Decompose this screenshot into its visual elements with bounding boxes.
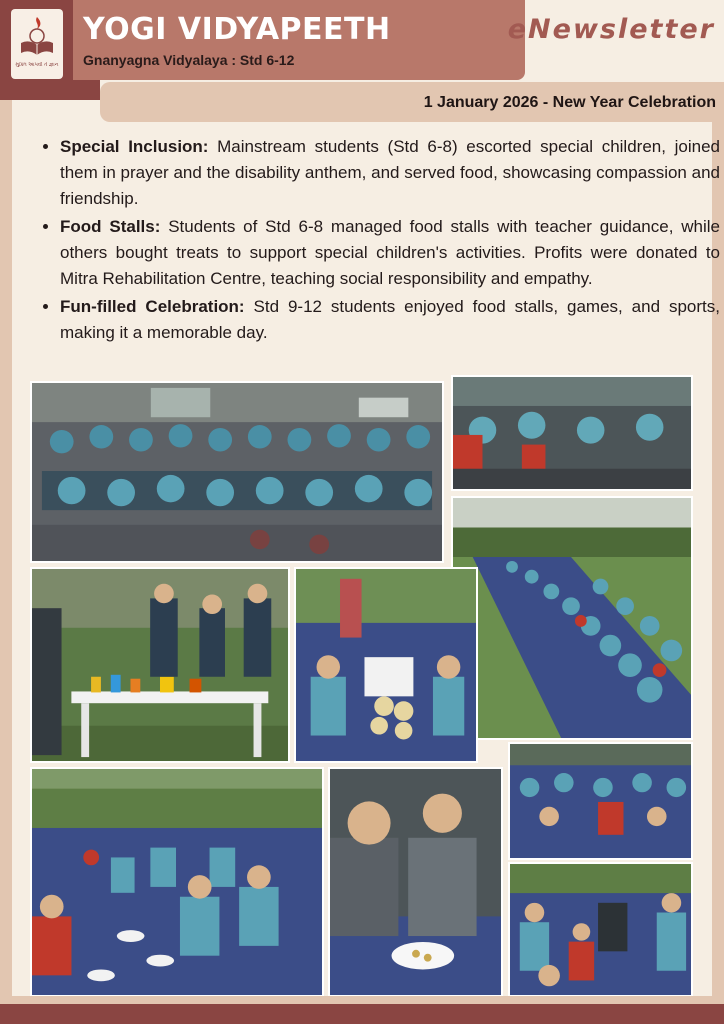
school-subtitle: Gnanyagna Vidyalaya : Std 6-12 bbox=[83, 52, 295, 68]
photo-students-group-hall bbox=[30, 381, 444, 563]
school-name: YOGI VIDYAPEETH bbox=[83, 12, 391, 47]
highlight-item bbox=[60, 294, 720, 346]
highlight-heading: Food Stalls: bbox=[60, 217, 161, 236]
title-bar bbox=[73, 0, 525, 80]
date-bar bbox=[100, 82, 724, 122]
photo-children-on-mat bbox=[30, 767, 324, 997]
highlights-list bbox=[38, 134, 720, 348]
photo-boys-eating-closeup bbox=[328, 767, 503, 997]
photo-food-stall-table bbox=[30, 567, 290, 763]
photo-lawn-rows-of-children bbox=[451, 496, 693, 740]
highlight-heading: Special Inclusion: bbox=[60, 137, 209, 156]
highlight-item bbox=[60, 214, 720, 292]
photo-children-rows-small bbox=[508, 742, 693, 860]
photo-special-children-seated bbox=[451, 375, 693, 491]
newsletter-label: eNewsletter bbox=[507, 14, 715, 45]
left-border-stripe bbox=[0, 100, 12, 1010]
event-date-title: 1 January 2026 - New Year Celebration bbox=[423, 94, 716, 111]
photo-children-food-plates bbox=[294, 567, 478, 763]
footer-bar bbox=[0, 1004, 724, 1024]
open-book-flame-icon bbox=[17, 13, 57, 61]
highlight-text: Std 9-12 students enjoyed food stalls, games, and sports, making it a memorable day. bbox=[60, 297, 720, 342]
school-logo bbox=[11, 9, 63, 79]
highlight-item bbox=[60, 134, 720, 212]
highlight-text: Students of Std 6-8 managed food stalls with teacher guidance, while others bought treats to support special children's activities. Profits were donated to Mitra Rehabilitation Centre, teaching social responsibility and empathy. bbox=[60, 217, 720, 288]
logo-caption: મુક્તિ આપવી તે જ્ઞાન bbox=[15, 62, 59, 68]
footer-stripe bbox=[0, 996, 724, 1004]
highlight-text: Mainstream students (Std 6-8) escorted special children, joined them in prayer and the disability anthem, and served food, showcasing compassion and friendship. bbox=[60, 137, 720, 208]
photo-children-seated-lawn bbox=[508, 862, 693, 997]
highlight-heading: Fun-filled Celebration: bbox=[60, 297, 245, 316]
